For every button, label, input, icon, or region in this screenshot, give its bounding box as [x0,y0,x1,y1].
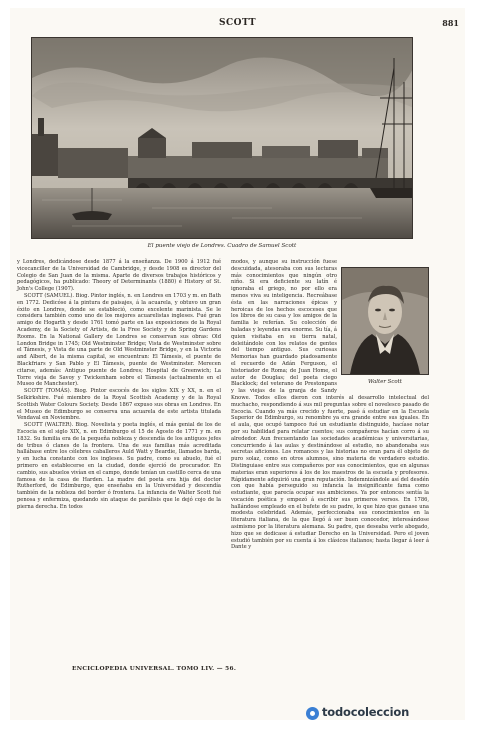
text-column-left [17,259,221,659]
running-head [10,18,465,32]
walter-scott-portrait [341,267,429,375]
watermark-logo-icon [306,707,319,720]
page-number: 881 [442,18,459,28]
paragraph: y Londres, dedicándose desde 1877 á la enseñanza. De 1900 á 1912 fué vicecanciller de la Universidad de Cambridge, y desde 1908 es director del Colegio de San Juan de la misma. Aparte de diversos trabajos históricos y pedagógicos, ha publicado: Theory of Determinants (1880) é History of St. John's College (1907). [17,259,221,293]
page-footer: ENCICLOPEDIA UNIVERSAL. TOMO LIV. — 56. [72,666,237,672]
paragraph: SCOTT (WALTER). Biog. Novelista y poeta inglés, el más genial de los de Escocia en el siglo XIX, n. en Edimburgo el 15 de Agosto de 1771 y m. en 1832. Su familia era de la pequeña nobleza y descendía de los antiguos jefes de tribus ó clanes de la frontera. Una de sus familias más acreditada hallábase entre los célebres caballeros Auld Watt y Beardie, llamados barda, y en lucha constante con los ingleses. Su padre, como su abuelo, fué el primero en establecerse en la ciudad, donde ejerció de procurador. En cambio, sus abuelos vivían en el campo, donde tenían un castillo cerca de una famosa de la casa de Harden. La madre del poeta era hija del doctor Rutherford, de Edimburgo, que enseñaba en la Universidad y descendía también de la nobleza del border ó frontera. La infancia de Walter Scott fué penosa y enfermiza, quedando sin ataque de parálisis que le dejó cojo de la pierna derecha. En todos [17,422,221,510]
paragraph: SCOTT (SAMUEL). Biog. Pintor inglés, n. en Londres en 1703 y m. en Bath en 1772. Dedicóse á la pintura de paisajes, á la acuarela, y obtuvo un gran éxito en Londres, donde se estableció, como excelente marinista. Se le considera también como uno de los mejores acuarelistas ingleses. Fué gran amigo de Hogarth y desde 1761 tomó parte en las exposiciones de la Royal Academy, de la Society of Artists, de la Free Society y de Spring Gardens Rooms. En la National Gallery de Londres se conservan sus obras: Old London Bridge in 1745; Old Westminster Bridge; Vista de Westminster sobre el Támesis, y Vista de una parte de Old Westminster Bridge, y en la Victoria and Albert, de la misma capital, se encuentran: El Támesis, el puente de Blackfriars y San Pablo y El Támesis, puente de Westminster. Merecen citarse, además: Antiguo puente de Londres; Hospital de Greenwich; La Torre vieja de Savoy y Twickenham sobre el Támesis (actualmente en el Museo de Manchester). [17,292,221,388]
todocoleccion-watermark [302,703,465,723]
london-bridge-engraving [31,37,413,239]
text-column-right [231,259,429,659]
paragraph: modos, y aunque su instrucción fuese descuidada, atesoraba con sus lecturas más conocimientos que ningún otro niño. Si era deficiente su latín é ignoraba el griego, no por ello era menos viva su inteligencia. Recreábase ésta en las narraciones épicas y heroicas de los hechos escoceses que los libros de su casa y los amigos de la familia le referían. Su colección de baladas y leyendas era enorme. Su tía, á quien visitaba en su tierra natal, deleitándole con los relatos de gentes del tiempo antiguo. Sus curiosas Memorias han guardado piadosamente el recuerdo de Adán Ferguson, el historiador de Roma; de Juan Home, el autor de Douglas; del poeta ciego Blacklock; del veterano de Prestonpans y las viejas de la granja de Sandy Knowe. Todos ellos dieron con interés al desarrollo intelectual del muchacho, respondiendo á sus mil preguntas sobre el novelesco pasado de Escocia. Cuando ya más crecido y fuerte, pasó á estudiar en la Escuela Superior de Edimburgo, su renombre ya era grande entre sus iguales. En el aula, que ocupó tampoco fué un estudiante distinguido, hacíase notar por su habilidad para relatar cuentos; sus compañeros hacían corro á su alrededor. Aun frecuentando las sociedades académicas y universitarias, concurriendo á las aulas y destinándose al estudio, no abandonaba sus secretas aficiones. Los romances y las historias no eran para él objeto de puro solaz, como en otros alumnos, sino materia de verdadero estudio. Distinguiase entre sus compañeros por sus conocimientos, que en algunas materias eran superiores á los de los maestros de la escuela y profesores. Rápidamente adquirió una gran reputación. Indemnizándole así del desdén con que había perseguido su infancia la insignificante fama como estudiante, que parecía ocupar sus ambiciones. Ya por entonces sentía la vocación poética y empezó á escribir sus primeros versos. En 1786, hallándose empleado en el bufete de su padre, lo que hizo que ganase una modesta celebridad. Además, perfeccionaba sus conocimientos en la literatura italiana, de la que llegó á ser buen conocedor, interesándose asimismo por la literatura alemana. Su padre, que deseaba verle abogado, hizo que se dedicase á estudiar Derecho en la Universidad. Pero el joven estudió también por su cuenta á los clásicos italianos; hasta llegar á leer á Dante y [231,259,429,551]
page-title: SCOTT [218,18,257,28]
portrait-figure [341,267,429,386]
engraving-illustration [32,38,413,239]
portrait-illustration [342,268,428,374]
paragraph: SCOTT (TOMÁS). Biog. Pintor escocés de los siglos XIX y XX, n. en el Selkirkshire. Fué miembro de la Royal Scottish Academy y de la Royal Scottish Water Colours Society. Desde 1867 expuso sus obras en Londres. En el Museo de Edimburgo se conserva una acuarela de este artista titulada Vendaval en Noviembre. [17,388,221,422]
portrait-caption: Walter Scott [368,379,402,385]
engraving-caption: El puente viejo de Londres. Cuadro de Samuel Scott [147,243,297,249]
watermark-text: todocoleccion [322,705,410,719]
